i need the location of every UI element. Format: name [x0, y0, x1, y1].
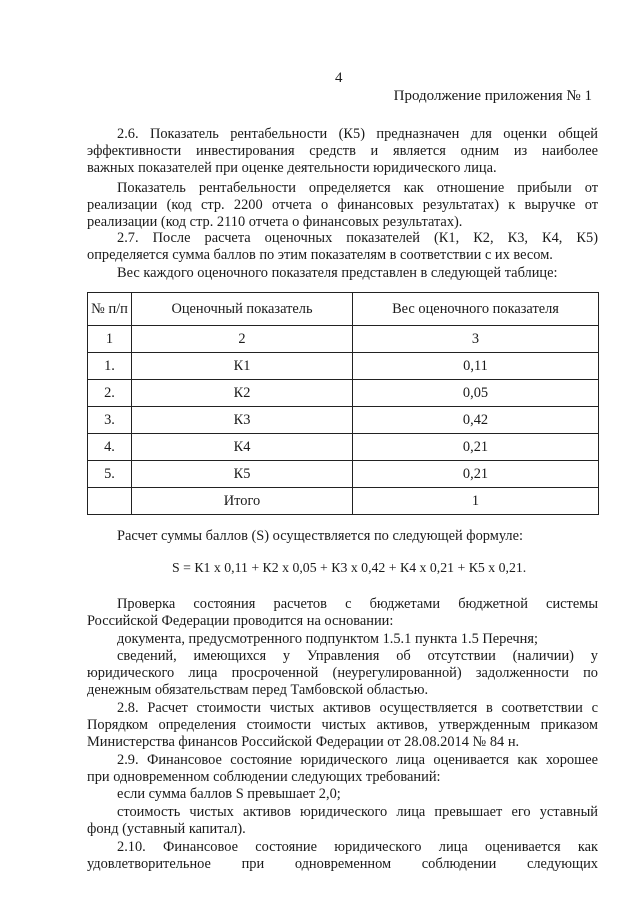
appendix-continuation-note: Продолжение приложения № 1: [393, 88, 592, 104]
budget-check-line-1: Проверка состояния расчетов с бюджетами бюджетной системы: [117, 596, 598, 612]
weights-table: [87, 292, 599, 515]
score-formula: S = К1 х 0,11 + К2 х 0,05 + К3 х 0,42 + К4 х 0,21 + К5 х 0,21.: [172, 560, 527, 575]
paragraph-2-8-line-2: Порядком определения стоимости чистых активов, утвержденным приказом: [87, 717, 598, 733]
paragraph-2-10-line-1: 2.10. Финансовое состояние юридического лица оценивается как: [117, 839, 598, 855]
table-cell-number: 2.: [88, 380, 132, 407]
table-cell-weight: 1: [353, 488, 599, 515]
col-header-weight: Вес оценочного показателя: [353, 293, 599, 326]
table-cell-weight: 0,11: [353, 353, 599, 380]
table-header-row: [88, 293, 599, 326]
paragraph-2-8-line-1: 2.8. Расчет стоимости чистых активов осуществляется в соответствии с: [117, 700, 598, 716]
paragraph-2-8-line-3: Министерства финансов Российской Федерации от 28.08.2014 № 84 н.: [87, 734, 520, 750]
table-cell-indicator: К5: [132, 461, 353, 488]
table-cell-weight: 0,21: [353, 461, 599, 488]
table-cell-indicator: Итого: [132, 488, 353, 515]
profitability-line-2: реализации (код стр. 2200 отчета о финансовых результатах) к выручке от: [87, 197, 598, 213]
paragraph-2-7-line-2: определяется сумма баллов по этим показателям в соответствии с их весом.: [87, 247, 553, 263]
table-row: [88, 461, 599, 488]
col-header-indicator: Оценочный показатель: [132, 293, 353, 326]
table-row: [88, 326, 599, 353]
basis-info-line-3: денежным обязательствам перед Тамбовской областью.: [87, 682, 429, 698]
budget-check-line-2: Российской Федерации проводится на основании:: [87, 613, 394, 629]
table-cell-number: 5.: [88, 461, 132, 488]
page-number: 4: [335, 70, 343, 86]
requirement-score: если сумма баллов S превышает 2,0;: [117, 786, 341, 802]
table-row: [88, 353, 599, 380]
table-cell-number: [88, 488, 132, 515]
table-cell-weight: 3: [353, 326, 599, 353]
table-cell-number: 1.: [88, 353, 132, 380]
table-cell-number: 3.: [88, 407, 132, 434]
table-cell-number: 1: [88, 326, 132, 353]
profitability-line-1: Показатель рентабельности определяется как отношение прибыли от: [117, 180, 598, 196]
paragraph-2-6-line-3: важных показателей при оценке деятельности юридического лица.: [87, 160, 497, 176]
table-cell-indicator: К4: [132, 434, 353, 461]
table-cell-weight: 0,05: [353, 380, 599, 407]
requirement-net-assets-line-1: стоимость чистых активов юридического лица превышает его уставный: [117, 804, 598, 820]
basis-info-line-1: сведений, имеющихся у Управления об отсутствии (наличии) у: [117, 648, 598, 664]
profitability-line-3: реализации (код стр. 2110 отчета о финансовых результатах).: [87, 214, 463, 230]
table-row: [88, 407, 599, 434]
table-cell-weight: 0,21: [353, 434, 599, 461]
table-row: [88, 434, 599, 461]
table-row: [88, 380, 599, 407]
weights-intro: Вес каждого оценочного показателя представлен в следующей таблице:: [117, 265, 558, 281]
table-total-row: [88, 488, 599, 515]
basis-info-line-2: юридического лица просроченной (неурегулированной) задолженности по: [87, 665, 598, 681]
table-cell-indicator: К1: [132, 353, 353, 380]
paragraph-2-6-line-1: 2.6. Показатель рентабельности (К5) предназначен для оценки общей: [117, 126, 598, 142]
paragraph-2-6-line-2: эффективности инвестирования средств и является одним из наиболее: [87, 143, 598, 159]
table-cell-indicator: К3: [132, 407, 353, 434]
basis-document: документа, предусмотренного подпунктом 1.5.1 пункта 1.5 Перечня;: [117, 631, 538, 647]
formula-intro: Расчет суммы баллов (S) осуществляется по следующей формуле:: [117, 528, 523, 544]
paragraph-2-9-line-2: при одновременном соблюдении следующих требований:: [87, 769, 441, 785]
table-cell-indicator: 2: [132, 326, 353, 353]
table-cell-weight: 0,42: [353, 407, 599, 434]
col-header-number: № п/п: [88, 293, 132, 326]
paragraph-2-9-line-1: 2.9. Финансовое состояние юридического лица оценивается как хорошее: [117, 752, 598, 768]
paragraph-2-7-line-1: 2.7. После расчета оценочных показателей (К1, К2, К3, К4, К5): [117, 230, 598, 246]
paragraph-2-10-line-2: удовлетворительное при одновременном соблюдении следующих: [87, 856, 598, 872]
table-cell-indicator: К2: [132, 380, 353, 407]
table-cell-number: 4.: [88, 434, 132, 461]
requirement-net-assets-line-2: фонд (уставный капитал).: [87, 821, 246, 837]
